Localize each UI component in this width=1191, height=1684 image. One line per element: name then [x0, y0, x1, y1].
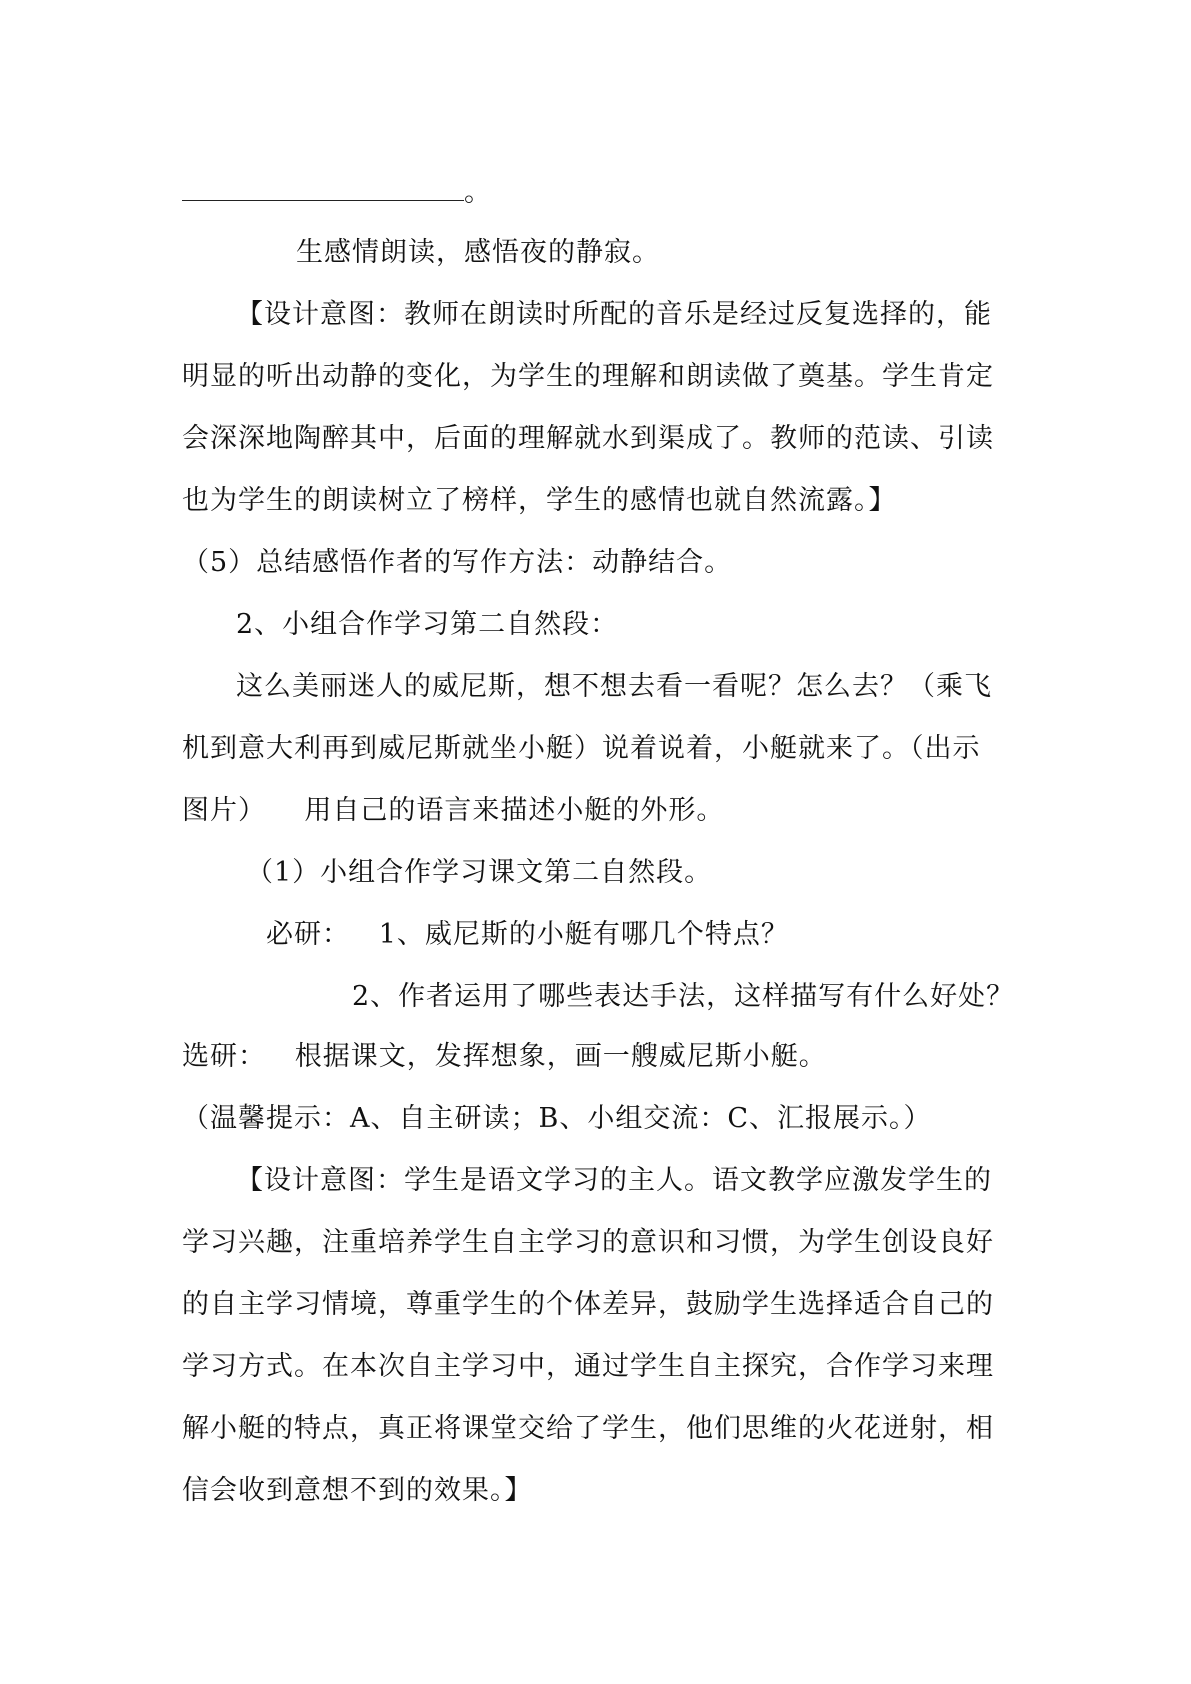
design-intent-paragraph-line: 学习兴趣，注重培养学生自主学习的意识和习惯，为学生创设良好: [182, 1227, 994, 1258]
design-intent-paragraph-line: 的自主学习情境，尊重学生的个体差异，鼓励学生选择适合自己的: [182, 1289, 994, 1320]
design-intent-paragraph-line: 信会收到意想不到的效果。】: [182, 1475, 533, 1506]
text-line: 这么美丽迷人的威尼斯，想不想去看一看呢？怎么去？（乘飞: [236, 671, 992, 702]
design-intent-paragraph-line: 解小艇的特点，真正将课堂交给了学生，他们思维的火花迸射，相: [182, 1413, 994, 1444]
design-intent-paragraph-line: 也为学生的朗读树立了榜样，学生的感情也就自然流露。】: [182, 485, 897, 516]
text-line: 机到意大利再到威尼斯就坐小艇）说着说着，小艇就来了。（出示: [182, 733, 981, 764]
design-intent-paragraph-line: 明显的听出动静的变化，为学生的理解和朗读做了奠基。学生肯定: [182, 361, 994, 392]
text-line: （5）总结感悟作者的写作方法：动静结合。: [182, 547, 733, 578]
design-intent-paragraph-line: 【设计意图：教师在朗读时所配的音乐是经过反复选择的，能: [236, 299, 992, 330]
underline-blank: [182, 176, 464, 201]
design-intent-paragraph-line: 【设计意图：学生是语文学习的主人。语文教学应激发学生的: [236, 1165, 992, 1196]
text-line: 2、作者运用了哪些表达手法，这样描写有什么好处？: [352, 981, 1015, 1012]
text-line: 图片） 用自己的语言来描述小艇的外形。: [182, 795, 725, 826]
design-intent-paragraph-line: 会深深地陶醉其中，后面的理解就水到渠成了。教师的范读、引读: [182, 423, 994, 454]
text-line: 选研： 根据课文，发挥想象，画一艘威尼斯小艇。: [182, 1041, 827, 1072]
text-line: 生感情朗读，感悟夜的静寂。: [296, 237, 660, 268]
text-line: （1）小组合作学习课文第二自然段。: [246, 857, 713, 888]
text-line: 必研： 1、威尼斯的小艇有哪几个特点？: [266, 919, 789, 950]
text-line: 。: [464, 177, 492, 208]
blank-fill-line: [182, 176, 492, 210]
design-intent-paragraph-line: 学习方式。在本次自主学习中，通过学生自主探究，合作学习来理: [182, 1351, 994, 1382]
text-line: （温馨提示：A、自主研读；B、小组交流：C、汇报展示。）: [182, 1103, 932, 1134]
text-line: 2、小组合作学习第二自然段：: [236, 609, 619, 640]
